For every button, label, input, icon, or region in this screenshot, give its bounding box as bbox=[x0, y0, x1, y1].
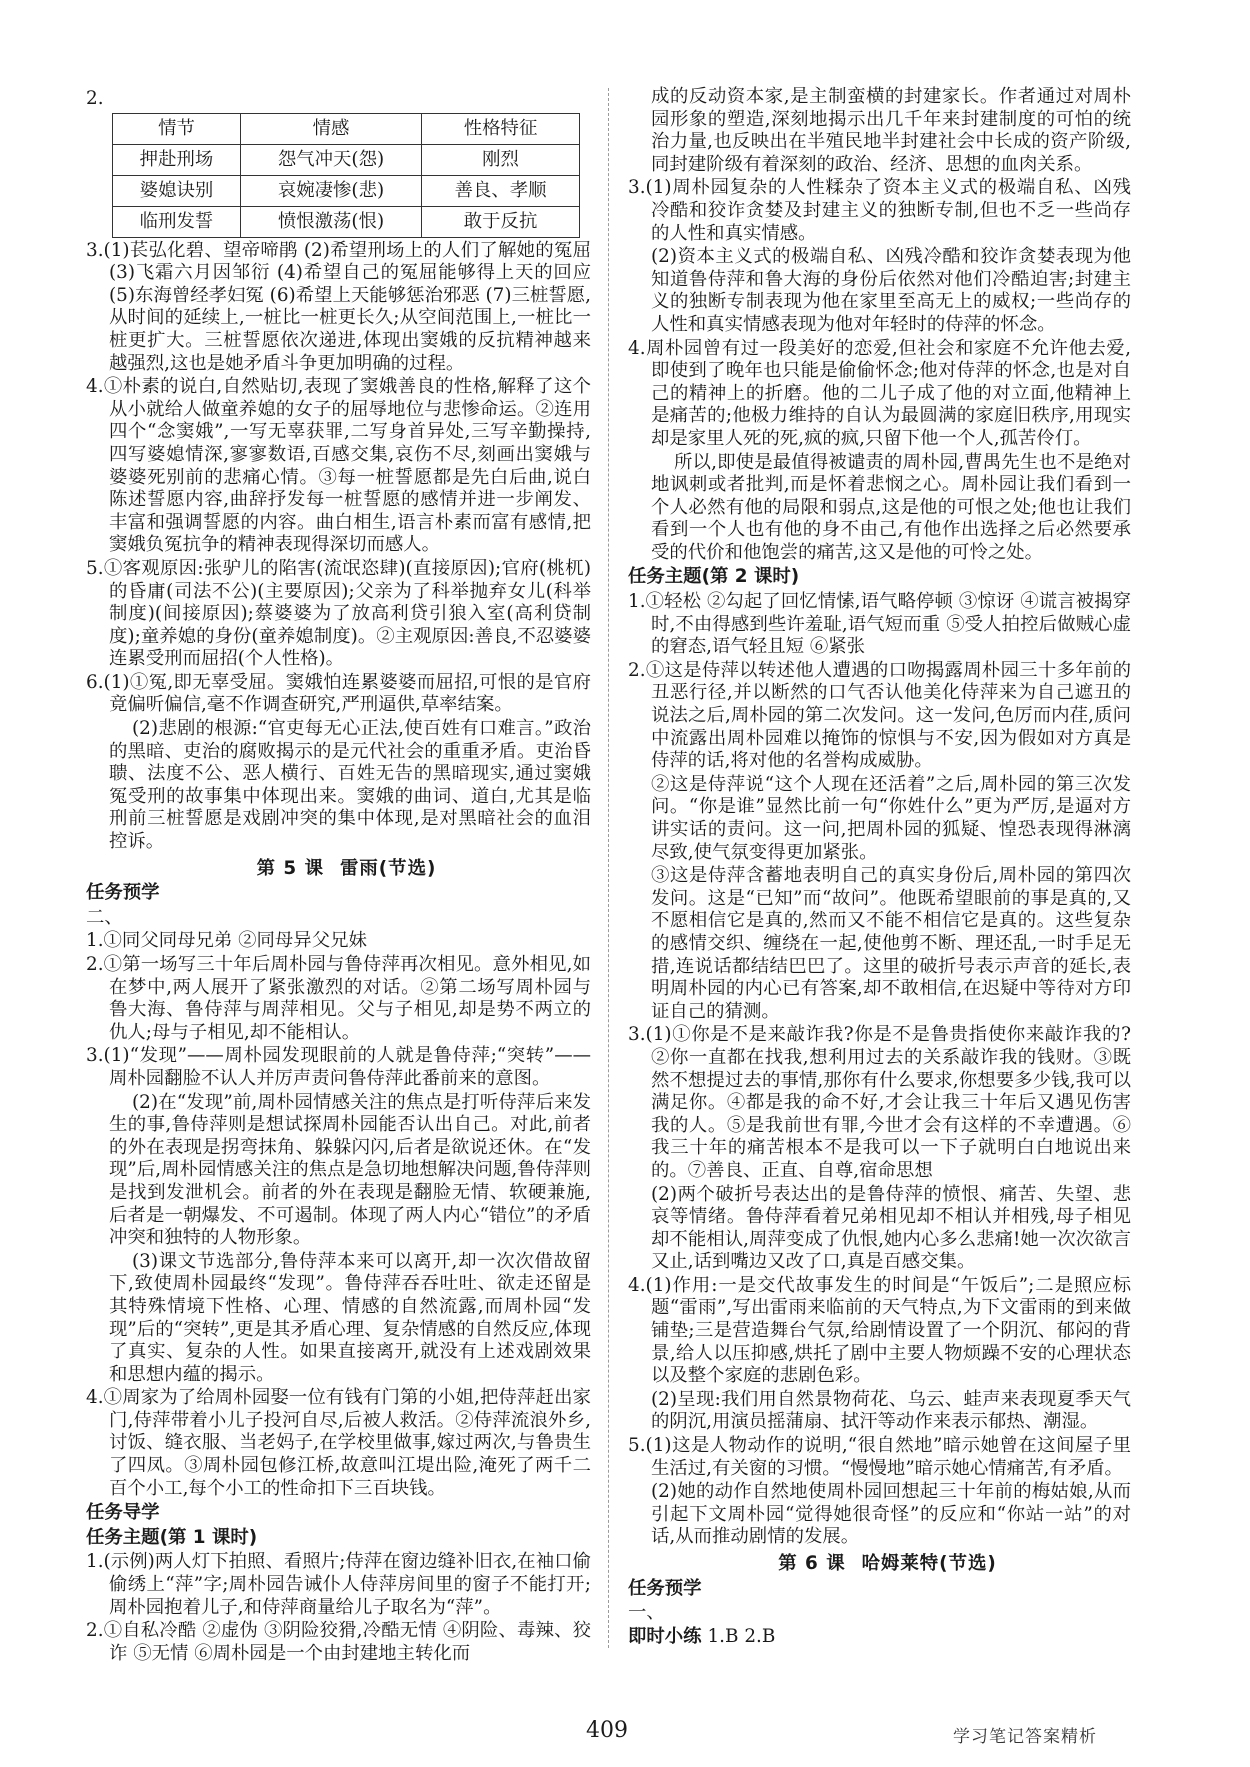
answer-paragraph: (2)呈现:我们用自然景物荷花、乌云、蛙声来表现夏季天气的阴沉,用演员摇蒲扇、拭汗等动作来表示郁热、潮湿。 bbox=[651, 1388, 1131, 1433]
column-divider bbox=[608, 88, 609, 1648]
table-cell: 押赴刑场 bbox=[113, 144, 241, 175]
right-column bbox=[628, 86, 1131, 1649]
answer-paragraph: 2.①第一场写三十年后周朴园与鲁侍萍再次相见。意外相见,如在梦中,两人展开了紧张激烈的对话。②第二场写周朴园与鲁大海、鲁侍萍与周萍相见。父与子相见,却是势不两立的仇人;母与子相见,却不能相认。 bbox=[86, 954, 591, 1043]
table-header-cell: 情感 bbox=[240, 113, 421, 144]
answer-paragraph: (2)她的动作自然地使周朴园回想起三十年前的梅姑娘,从而引起下文周朴园“觉得她很奇怪”的反应和“你站一站”的对话,从而推动剧情的发展。 bbox=[651, 1481, 1131, 1548]
section-heading: 任务预学 bbox=[86, 882, 160, 904]
answer-paragraph: 3.(1)苌弘化碧、望帝啼鹃 (2)希望刑场上的人们了解她的冤屈 (3)飞霜六月因邹衍 (4)希望自己的冤屈能够得上天的回应 (5)东海曾经孝妇冤 (6)希望上天能够惩治邪恶 (7)三桩誓愿,从时间的延续上,一桩比一桩更长久;从空间范围上,一桩比一桩更扩大。三桩誓愿依次递进,体现出窦娥的反抗精神越来越强烈,这也是她矛盾斗争更加明确的过程。 bbox=[86, 239, 591, 374]
section-heading: 任务导学 bbox=[86, 1502, 160, 1524]
answer-paragraph: 2.①自私冷酷 ②虚伪 ③阴险狡猾,冷酷无情 ④阴险、毒辣、狡诈 ⑤无情 ⑥周朴园是一个由封建地主转化而 bbox=[86, 1620, 591, 1664]
section-heading: 任务预学 bbox=[628, 1577, 702, 1599]
answer-paragraph: 4.①周家为了给周朴园娶一位有钱有门第的小姐,把侍萍赶出家门,侍萍带着小儿子投河自尽,后被人救活。②侍萍流浪外乡,讨饭、缝衣服、当老妈子,在学校里做事,嫁过两次,与鲁贵生了四凤。③周朴园包修江桥,故意叫江堤出险,淹死了两千二百个小工,每个小工的性命扣下三百块钱。 bbox=[86, 1387, 591, 1499]
lesson-number: 第 5 课 bbox=[256, 857, 324, 879]
sub-heading: 一、 bbox=[628, 1602, 665, 1624]
table-cell: 善良、孝顺 bbox=[422, 175, 580, 206]
answer-paragraph: 6.(1)①冤,即无辜受屈。窦娥怕连累婆婆而屈招,可恨的是官府竟偏听偏信,毫不作调查研究,严刑逼供,草率结案。 bbox=[86, 671, 591, 716]
answer-paragraph: 1.①同父同母兄弟 ②同母异父兄妹 bbox=[86, 930, 367, 952]
table-header-row bbox=[113, 113, 580, 144]
answer-paragraph: 1.(示例)两人灯下拍照、看照片;侍萍在窗边缝补旧衣,在袖口偷偷绣上“萍”字;周朴园告诫仆人侍萍房间里的窗子不能打开;周朴园抱着儿子,和侍萍商量给儿子取名为“萍”。 bbox=[86, 1551, 591, 1618]
answer-paragraph: ②这是侍萍说“这个人现在还活着”之后,周朴园的第三次发问。“你是谁”显然比前一句“你姓什么”更为严厉,是逼对方讲实话的责问。这一问,把周朴园的狐疑、惶恐表现得淋漓尽致,使气氛变得更加紧张。 bbox=[651, 773, 1131, 863]
table-header-cell: 性格特征 bbox=[422, 113, 580, 144]
answer-paragraph: 3.(1)①你是不是来敲诈我?你是不是鲁贵指使你来敲诈我的?②你一直都在找我,想利用过去的关系敲诈我的钱财。③既然不想提过去的事情,那你有什么要求,你想要多少钱,我可以满足你。④都是我的命不好,才会让我三十年后又遇见伤害我的人。⑤是我前世有罪,今世才会有这样的不幸遭遇。⑥我三十年的痛苦根本不是我可以一下子就明白白地说出来的。⑦善良、正直、自尊,宿命思想 bbox=[628, 1024, 1131, 1181]
answer-paragraph: 5.(1)这是人物动作的说明,“很自然地”暗示她曾在这间屋子里生活过,有关窗的习惯。“慢慢地”暗示她心情痛苦,有矛盾。 bbox=[628, 1435, 1131, 1479]
answer-paragraph: 所以,即使是最值得被谴责的周朴园,曹禺先生也不是绝对地讽刺或者批判,而是怀着悲悯之心。周朴园让我们看到一个人必然有他的局限和弱点,这是他的可恨之处;他也让我们看到一个人也有他的身不由己,有他作出选择之后必然要承受的代价和他饱尝的痛苦,这又是他的可怜之处。 bbox=[651, 451, 1131, 563]
table-row bbox=[113, 206, 580, 237]
table-cell: 临刑发誓 bbox=[113, 206, 241, 237]
lesson-number: 第 6 课 bbox=[778, 1553, 846, 1574]
table-row bbox=[113, 175, 580, 206]
answer-paragraph: 4.周朴园曾有过一段美好的恋爱,但社会和家庭不允许他去爱,即使到了晚年也只能是偷偷怀念;他对侍萍的怀念,也是对自己的精神上的折磨。他的二儿子成了他的对立面,他精神上是痛苦的;他极力维持的自认为最圆满的家庭旧秩序,用现实却是家里人死的死,疯的疯,只留下他一个人,孤苦伶仃。 bbox=[628, 337, 1131, 449]
answer-paragraph: 4.①朴素的说白,自然贴切,表现了窦娥善良的性格,解释了这个从小就给人做童养媳的女子的屈辱地位与悲惨命运。②连用四个“念窦娥”,一写无辜获罪,二写身首异处,三写辛勤操持,四写婆媳情深,寥寥数语,百感交集,哀伤不尽,刻画出窦娥与婆婆死别前的悲痛心情。③每一桩誓愿都是先白后曲,说白陈述誓愿内容,曲辞抒发每一桩誓愿的感情并进一步阐发、丰富和强调誓愿的内容。曲白相生,语言朴素而富有感情,把窦娥负冤抗争的精神表现得深切而感人。 bbox=[86, 376, 591, 556]
table-cell: 敢于反抗 bbox=[422, 206, 580, 237]
answer-paragraph: 5.①客观原因:张驴儿的陷害(流氓恣肆)(直接原因);官府(桃杌)的昏庸(司法不公)(主要原因);父亲为了科举抛弃女儿(科举制度)(间接原因);蔡婆婆为了放高利贷引狼入室(高利贷制度);童养媳的身份(童养媳制度)。②主观原因:善良,不忍婆婆连累受刑而屈招(个人性格)。 bbox=[86, 557, 591, 670]
answer-paragraph: 1.①轻松 ②勾起了回忆情愫,语气略停顿 ③惊讶 ④谎言被揭穿时,不由得感到些许羞耻,语气短而重 ⑤受人拍控后做贼心虚的窘态,语气轻且短 ⑥紧张 bbox=[628, 591, 1131, 658]
table-intro: 2. bbox=[86, 88, 104, 109]
quick-practice-answers: 1.B 2.B bbox=[707, 1625, 776, 1647]
sub-heading: 二、 bbox=[86, 906, 123, 928]
page-number: 409 bbox=[586, 1718, 628, 1743]
lesson-title: 哈姆莱特(节选) bbox=[861, 1553, 997, 1574]
lesson-title: 雷雨(节选) bbox=[340, 857, 437, 879]
answer-paragraph: 4.(1)作用:一是交代故事发生的时间是“午饭后”;二是照应标题“雷雨”,写出雷雨来临前的天气特点,为下文雷雨的到来做铺垫;三是营造舞台气氛,给剧情设置了一个阴沉、郁闷的背景,给人以压抑感,烘托了剧中主要人物烦躁不安的心理状态以及整个家庭的悲剧色彩。 bbox=[628, 1274, 1131, 1387]
answer-paragraph: (3)课文节选部分,鲁侍萍本来可以离开,却一次次借故留下,致使周朴园最终“发现”。鲁侍萍吞吞吐吐、欲走还留是其特殊情境下性格、心理、情感的自然流露,而周朴园“发现”后的“突转”,更是其矛盾心理、复杂情感的自然反应,体现了真实、复杂的人性。如果直接离开,就没有上述戏剧效果和思想内蕴的揭示。 bbox=[109, 1250, 591, 1385]
table-row bbox=[113, 144, 580, 175]
table-cell: 婆媳诀别 bbox=[113, 175, 241, 206]
topic-heading: 任务主题(第 1 课时) bbox=[86, 1526, 258, 1548]
running-title: 学习笔记答案精析 bbox=[953, 1727, 1097, 1747]
answer-paragraph: 3.(1)“发现”——周朴园发现眼前的人就是鲁侍萍;“突转”——周朴园翻脸不认人并厉声责问鲁侍萍此番前来的意图。 bbox=[86, 1045, 591, 1089]
answer-paragraph: 成的反动资本家,是主制蛮横的封建家长。作者通过对周朴园形象的塑造,深刻地揭示出几千年来封建制度的可怕的统治力量,也反映出在半殖民地半封建社会中长成的资产阶级,同封建阶级有着深刻的政治、经济、思想的血肉关系。 bbox=[651, 86, 1131, 175]
page-footer bbox=[0, 1718, 1250, 1748]
lesson-heading bbox=[628, 1553, 1131, 1576]
answer-paragraph: (2)悲剧的根源:“官吏每无心正法,使百姓有口难言。”政治的黑暗、吏治的腐败揭示的是元代社会的重重矛盾。吏治昏聩、法度不公、恶人横行、百姓无告的黑暗现实,通过窦娥冤受刑的故事集中体现出来。窦娥的曲词、道白,尤其是临刑前三桩誓愿是戏剧冲突的集中体现,是对黑暗社会的血泪控诉。 bbox=[109, 718, 591, 853]
answer-paragraph: (2)资本主义式的极端自私、凶残冷酷和狡诈贪婪表现为他知道鲁侍萍和鲁大海的身份后依然对他们冷酷迫害;封建主义的独断专制表现为他在家里至高无上的威权;一些尚存的人性和真实情感表现为他对年轻时的侍萍的怀念。 bbox=[651, 246, 1131, 335]
answer-paragraph: (2)两个破折号表达出的是鲁侍萍的愤恨、痛苦、失望、悲哀等情绪。鲁侍萍看着兄弟相见却不相认并相残,母子相见却不能相认,周萍变成了仇恨,她内心多么悲痛!她一次次欲言又止,话到嘴边又改了口,真是百感交集。 bbox=[651, 1183, 1131, 1273]
answer-paragraph: ③这是侍萍含蓄地表明自己的真实身份后,周朴园的第四次发问。这是“已知”而“故问”。他既希望眼前的事是真的,又不愿相信它是真的,然而又不能不相信它是真的。这些复杂的感情交织、缠绕在一起,使他剪不断、理还乱,一时手足无措,连说话都结结巴巴了。这里的破折号表示声音的延长,表明周朴园的内心已有答案,却不敢相信,在迟疑中等待对方印证自己的猜测。 bbox=[651, 865, 1131, 1022]
table-cell: 刚烈 bbox=[422, 144, 580, 175]
table-cell: 愤恨激荡(恨) bbox=[240, 206, 421, 237]
table-header-cell: 情节 bbox=[113, 113, 241, 144]
plot-emotion-table bbox=[112, 113, 580, 238]
left-column bbox=[86, 88, 591, 1666]
table-cell: 哀婉凄惨(悲) bbox=[240, 175, 421, 206]
topic-heading: 任务主题(第 2 课时) bbox=[628, 566, 800, 588]
answer-paragraph: (2)在“发现”前,周朴园情感关注的焦点是打听侍萍后来发生的事,鲁侍萍则是想试探周朴园能否认出自己。对此,前者的外在表现是拐弯抹角、躲躲闪闪,后者是欲说还休。在“发现”后,周朴园情感关注的焦点是急切地想解决问题,鲁侍萍则是找到发泄机会。前者的外在表现是翻脸无情、软硬兼施,后者是一朝爆发、不可遏制。体现了两人内心“错位”的矛盾冲突和独特的人物形象。 bbox=[109, 1091, 591, 1249]
lesson-heading bbox=[86, 858, 591, 881]
quick-practice-label: 即时小练 bbox=[628, 1625, 702, 1647]
quick-practice bbox=[628, 1626, 1131, 1649]
answer-paragraph: 3.(1)周朴园复杂的人性糅杂了资本主义式的极端自私、凶残冷酷和狡诈贪婪及封建主义的独断专制,但也不乏一些尚存的人性和真实情感。 bbox=[628, 177, 1131, 244]
answer-paragraph: 2.①这是侍萍以转述他人遭遇的口吻揭露周朴园三十多年前的丑恶行径,并以断然的口气否认他美化侍萍来为自己遮丑的说法之后,周朴园的第二次发问。这一发问,色厉而内荏,质问中流露出周朴园难以掩饰的惊惧与不安,因为假如对方真是侍萍的话,将对他的名誉构成威胁。 bbox=[628, 659, 1131, 772]
table-cell: 怨气冲天(怨) bbox=[240, 144, 421, 175]
